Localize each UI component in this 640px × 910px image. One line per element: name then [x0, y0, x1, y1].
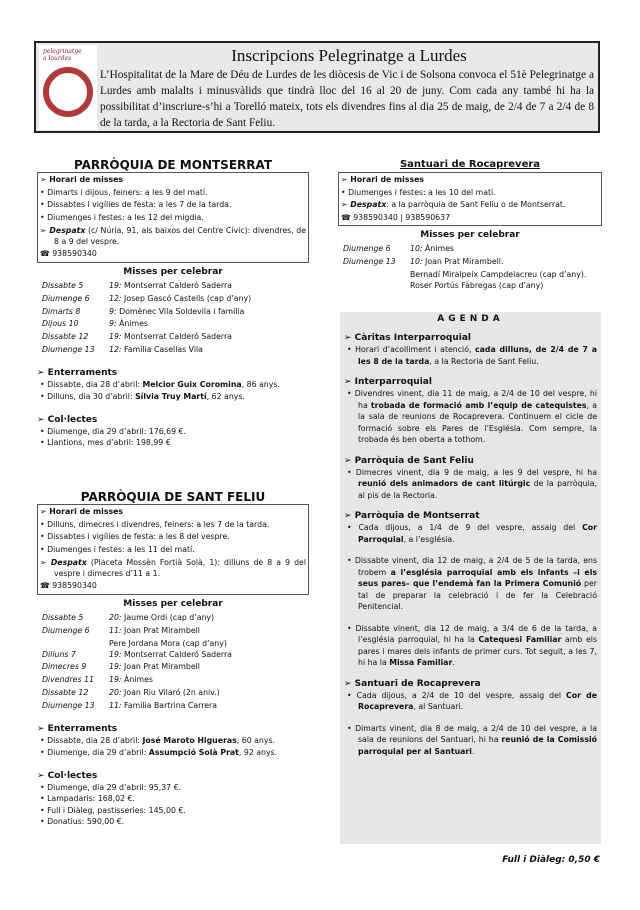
text: , 62 anys. [206, 392, 245, 402]
mass-intention [109, 612, 232, 625]
collection-item: • Llantions, mes d’abril: 198,99 € [40, 438, 171, 448]
text: , a l’església. [403, 534, 455, 544]
mass-time: 20: [109, 687, 122, 697]
schedule-item: • Dissabtes i vigílies de festa: a les 7 de la tarda. [40, 200, 232, 210]
bold-text: Melcior Guix Coromina [142, 379, 242, 389]
paragraph [344, 344, 597, 367]
text: . [471, 746, 475, 756]
masses-table [37, 612, 232, 713]
bold-text: Missa Familiar [389, 658, 453, 667]
text: , a la sala de reunions de Rocaprevera. Continuem el cicle de formació sobre els Pares de l’Església. Com sempre, la trobada és ben oberta a tothom. [358, 400, 597, 444]
mass-row [37, 700, 232, 713]
banner-text: L’Hospitalitat de la Mare de Déu de Lurdes de les diòcesis de Vic i de Solsona convoca el 51è Pelegrinatge a Lurdes amb malalts i minusvàlids que tindrà lloc del 16 al 20 de juny. Com cada any també hi ha la possibilitat d’inscriure-s’hi a Torelló mateix, tots els divendres fins al dia 25 de maig, de 2/4 de 7 a 2/4 de 8 de la tarda, a la Rectoria de Sant Feliu. [100, 69, 594, 129]
mass-intention [109, 331, 251, 344]
office-hours [341, 199, 599, 212]
mass-name: Domènec Vila Soldevila i família [119, 306, 245, 316]
mass-day: Dijous 10 [42, 319, 79, 329]
santfeliu-section [37, 490, 309, 828]
collection-item: • Diumenge, dia 29 d’abril: 176,69 €. [40, 426, 186, 436]
masses-title: Misses per celebrar [123, 266, 223, 277]
mass-intention [109, 700, 232, 713]
santuari-section [338, 158, 602, 291]
price-label: Full i Diàleg: 0,50 € [502, 855, 600, 865]
mass-name: Ànimes [119, 319, 148, 329]
text: • Dissabte, dia 28 d’abril: [40, 379, 143, 389]
bold-text: reunió de la Comissió parroquial per al Santuari [358, 735, 597, 756]
paragraph [37, 379, 309, 392]
mass-time: 10: [410, 257, 423, 267]
mass-row [37, 344, 251, 357]
paragraph [344, 522, 597, 545]
funerals-heading: ➢ Enterraments [37, 367, 118, 378]
mass-time: 11: [109, 700, 122, 710]
mass-time: 11: [109, 625, 122, 635]
spacer [344, 545, 597, 555]
mass-time: 9: [109, 306, 117, 316]
mass-day: Diumenge 6 [42, 293, 90, 303]
schedule-heading: ➢ Horari de misses [40, 507, 124, 516]
text: , 86 anys. [241, 379, 280, 389]
mass-row [37, 649, 232, 662]
mass-day: Diumenge 13 [42, 344, 95, 354]
mass-row [37, 687, 232, 700]
collection-item: • Donatius: 590,00 €. [40, 817, 125, 827]
mass-day: Divendres 11 [42, 675, 94, 685]
office-text: (Placeta Mossèn Fortià Solà, 1): dilluns de 8 a 9 del vespre i dimecres d’11 a 1. [54, 558, 307, 579]
mass-intention [109, 293, 251, 306]
mass-intention [109, 344, 251, 357]
montserrat-section [37, 158, 309, 449]
office-hours [40, 225, 306, 247]
spacer [344, 713, 597, 723]
paragraph [344, 388, 597, 446]
mass-name: Joan Riu Vilaró (2n aniv.) [124, 687, 220, 697]
paragraph [37, 391, 309, 404]
schedule-box [338, 172, 602, 226]
bold-text: trobada de formació amb l’equip de catequistes [370, 400, 587, 410]
schedule-item: • Dimarts i dijous, feiners: a les 9 del matí. [40, 187, 208, 197]
section-title: Santuari de Rocaprevera [399, 159, 541, 170]
text: • Dissabte vinent, dia 12 de maig, a 2/4 de 5 de la tarda, ens trobem [347, 556, 597, 577]
mass-day: Dissabte 12 [42, 687, 89, 697]
mass-row [37, 331, 251, 344]
phone-number: ☎ 938590340 | 938590637 [341, 212, 451, 222]
text: • Cada dijous, a 1/4 de 9 del vespre, assaig del [347, 523, 583, 532]
mass-day: Diumenge 6 [42, 625, 90, 635]
mass-name: Joan Prat Mirambell [124, 625, 200, 635]
mass-name: Jaume Ordi (cap d’any) [124, 612, 215, 622]
logo-text: pelegrinatge a lourdes [43, 48, 82, 62]
mass-intention [109, 625, 232, 649]
mass-name: Montserrat Calderó Saderra [124, 332, 232, 342]
mass-day: Diumenge 13 [42, 700, 95, 710]
text: • Cada dijous, a 2/4 de 10 del vespre, assaig del [347, 690, 566, 700]
text: , a la Rectoria de Sant Feliu. [429, 356, 539, 366]
mass-time: 10: [410, 244, 423, 254]
mass-day: Dimarts 8 [42, 306, 81, 316]
schedule-box [37, 504, 309, 595]
schedule-item: • Diumenges i festes: a les 11 del matí. [40, 544, 195, 554]
office-text: : a la parròquia de Sant Feliu o de Montserrat. [386, 200, 566, 210]
schedule-heading: ➢ Horari de misses [40, 175, 124, 184]
section-title: PARRÒQUIA DE SANT FELIU [80, 490, 266, 504]
mass-name: Família Casellas Vila [124, 344, 203, 354]
mass-row [338, 243, 586, 256]
bold-text: cada dilluns, de 2/4 de 7 a les 8 de la tarda [358, 345, 597, 366]
text: • Dilluns, dia 30 d’abril: [40, 392, 136, 402]
mass-intention [109, 674, 232, 687]
collections-heading: ➢ Col·lectes [37, 414, 98, 425]
bold-text: Catequesi Familiar [478, 635, 562, 644]
mass-time: 12: [109, 293, 122, 303]
mass-time: 20: [109, 612, 122, 622]
schedule-box [37, 172, 309, 263]
mass-day: Diumenge 6 [343, 244, 391, 254]
paragraph [344, 723, 597, 758]
schedule-heading: ➢ Horari de misses [341, 175, 425, 184]
mass-row [37, 318, 251, 331]
mass-day: Dimecres 9 [42, 662, 87, 672]
text: amb els pares i mares dels infants de primer curs. Tot seguit, a les 7, hi ha la [358, 635, 598, 667]
paragraph [344, 555, 597, 613]
mass-row [338, 256, 586, 291]
paragraph [37, 735, 309, 748]
mass-day: Dissabte 5 [42, 612, 84, 622]
text: per tal de preparar la celebració i de fer la Celebració Penitencial. [358, 579, 597, 611]
mass-row [37, 306, 251, 319]
agenda-heading: ➢ Parròquia de Sant Feliu [344, 455, 474, 466]
funerals-heading: ➢ Enterraments [37, 723, 118, 734]
masses-title: Misses per celebrar [123, 598, 223, 609]
text: • Dimecres vinent, dia 9 de maig, a les 9 del vespre, hi ha [347, 467, 597, 477]
bold-text: Sílvia Truy Martí [135, 392, 207, 402]
mass-intention [109, 649, 232, 662]
mass-row [37, 625, 232, 649]
phone-number: ☎ 938590340 [40, 581, 97, 591]
schedule-item: • Diumenges i festes: a les 12 del migdia. [40, 212, 204, 222]
section-title: PARRÒQUIA DE MONTSERRAT [73, 158, 273, 172]
office-label: ➢ Despatx [341, 200, 387, 210]
banner-title: Inscripcions Pelegrinatge a Lurdes [231, 46, 467, 65]
mass-name-extra: Pere Jordana Mora (cap d’any) [109, 638, 227, 648]
mass-name: Joan Prat Mirambell [124, 662, 200, 672]
logo-wreath [43, 67, 93, 117]
agenda-heading: ➢ Santuari de Rocaprevera [344, 678, 481, 689]
paragraph [37, 747, 309, 760]
text: , 92 anys. [238, 748, 278, 758]
collection-item: • Full i Diàleg, pastisseries: 145,00 €. [40, 805, 186, 815]
text: • Horari d’acolliment i atenció, [347, 345, 476, 354]
bold-text: Cor Parroquial [358, 523, 597, 544]
office-text: (c/ Núria, 91, als baixos del Centre Cívic): divendres, de 8 a 9 del vespre. [54, 226, 306, 247]
mass-time: 19: [109, 649, 122, 659]
mass-row [37, 674, 232, 687]
spacer [344, 613, 597, 623]
mass-name: Joan Prat Mirambell. [425, 257, 504, 267]
mass-name: Montserrat Calderó Saderra [124, 280, 232, 290]
agenda-panel [340, 312, 601, 844]
mass-day: Dilluns 7 [42, 649, 76, 659]
collections-heading: ➢ Col·lectes [37, 770, 98, 781]
mass-intention [109, 661, 232, 674]
mass-name: Ànimes [124, 675, 153, 685]
masses-table [37, 280, 251, 357]
schedule-item: • Dilluns, dimecres i divendres, feiners: a les 7 de la tarda. [40, 519, 270, 529]
phone-number: ☎ 938590340 [40, 249, 97, 259]
text: , 60 anys. [236, 735, 276, 745]
text: • Divendres vinent, dia 11 de maig, a 2/4 de 10 del vespre, hi ha [347, 389, 597, 410]
agenda-heading: ➢ Interparroquial [344, 377, 432, 387]
bold-text: reunió dels animadors de cant litúrgic [358, 479, 531, 488]
agenda-title: AGENDA [437, 314, 504, 324]
masses-table [338, 243, 586, 291]
text: de la parròquia, al pis de la Rectoria. [358, 479, 597, 500]
text: , al Santuari. [413, 702, 464, 711]
pilgrimage-logo [39, 45, 97, 130]
schedule-item: • Diumenges i festes: a les 10 del matí. [341, 187, 496, 197]
mass-name: Josep Gascó Castells (cap d’any) [124, 293, 252, 303]
schedule-item: • Dissabtes i vigílies de festa: a les 8 del vespre. [40, 532, 230, 542]
mass-name-extra: Bernadí Miralpeix Campdelacreu (cap d’any). [410, 269, 587, 279]
mass-name: Montserrat Calderó Saderra [124, 649, 232, 659]
bold-text: José Maroto Higueras [142, 735, 237, 745]
mass-time: 19: [109, 662, 122, 672]
text: • Dimarts vinent, dia 8 de maig, a 2/4 de 10 del vespre, a la sala de reunions del Santuari, hi ha [347, 723, 597, 744]
text: • Dissabte, dia 28 d’abril: [40, 735, 143, 745]
mass-day: Diumenge 13 [343, 257, 396, 267]
text: • Dissabte vinent, dia 12 de maig, a 3/4 de 6 de la tarda, a l’església parroquial, hi ha la [347, 623, 597, 644]
agenda-heading: ➢ Càritas Interparroquial [344, 333, 472, 343]
office-label: ➢ Despatx [40, 226, 86, 236]
bold-text: a l’església parroquial amb els infants –i els seus pares– que l’endemà fan la Primera Comunió [358, 567, 598, 588]
office-hours [40, 557, 306, 579]
mass-intention [109, 306, 251, 319]
mass-time: 19: [109, 280, 122, 290]
mass-name-extra: Roser Portús Fàbregas (cap d’any) [410, 280, 544, 290]
mass-time: 12: [109, 344, 122, 354]
mass-row [37, 612, 232, 625]
mass-row [37, 293, 251, 306]
mass-day: Dissabte 5 [42, 280, 84, 290]
mass-time: 9: [109, 319, 117, 329]
collection-item: • Diumenge, dia 29 d’abril: 95,37 €. [40, 782, 182, 792]
agenda-heading: ➢ Parròquia de Montserrat [344, 511, 480, 521]
paragraph [344, 690, 597, 713]
mass-time: 19: [109, 675, 122, 685]
mass-name: Família Bartrina Carrera [124, 700, 218, 710]
office-label: ➢ Despatx [40, 558, 87, 568]
pilgrimage-banner [34, 41, 600, 133]
mass-intention [109, 687, 232, 700]
mass-intention [410, 256, 586, 291]
bold-text: Assumpció Solà Prat [148, 748, 239, 758]
mass-time: 19: [109, 332, 122, 342]
agenda-body [344, 332, 597, 757]
mass-day: Dissabte 12 [42, 332, 89, 342]
paragraph [344, 623, 597, 669]
text: . [452, 658, 455, 667]
funerals-list [37, 379, 309, 404]
mass-intention [109, 280, 251, 293]
mass-name: Ànimes [425, 244, 454, 254]
mass-intention [410, 243, 586, 256]
paragraph [344, 467, 597, 502]
masses-title: Misses per celebrar [420, 230, 520, 241]
mass-row [37, 280, 251, 293]
funerals-list [37, 735, 309, 760]
bold-text: Cor de Rocaprevera [358, 690, 597, 711]
collection-item: • Lampadaris: 168,02 €. [40, 794, 135, 804]
mass-row [37, 661, 232, 674]
text: • Diumenge, dia 29 d’abril: [40, 748, 149, 758]
mass-intention [109, 318, 251, 331]
